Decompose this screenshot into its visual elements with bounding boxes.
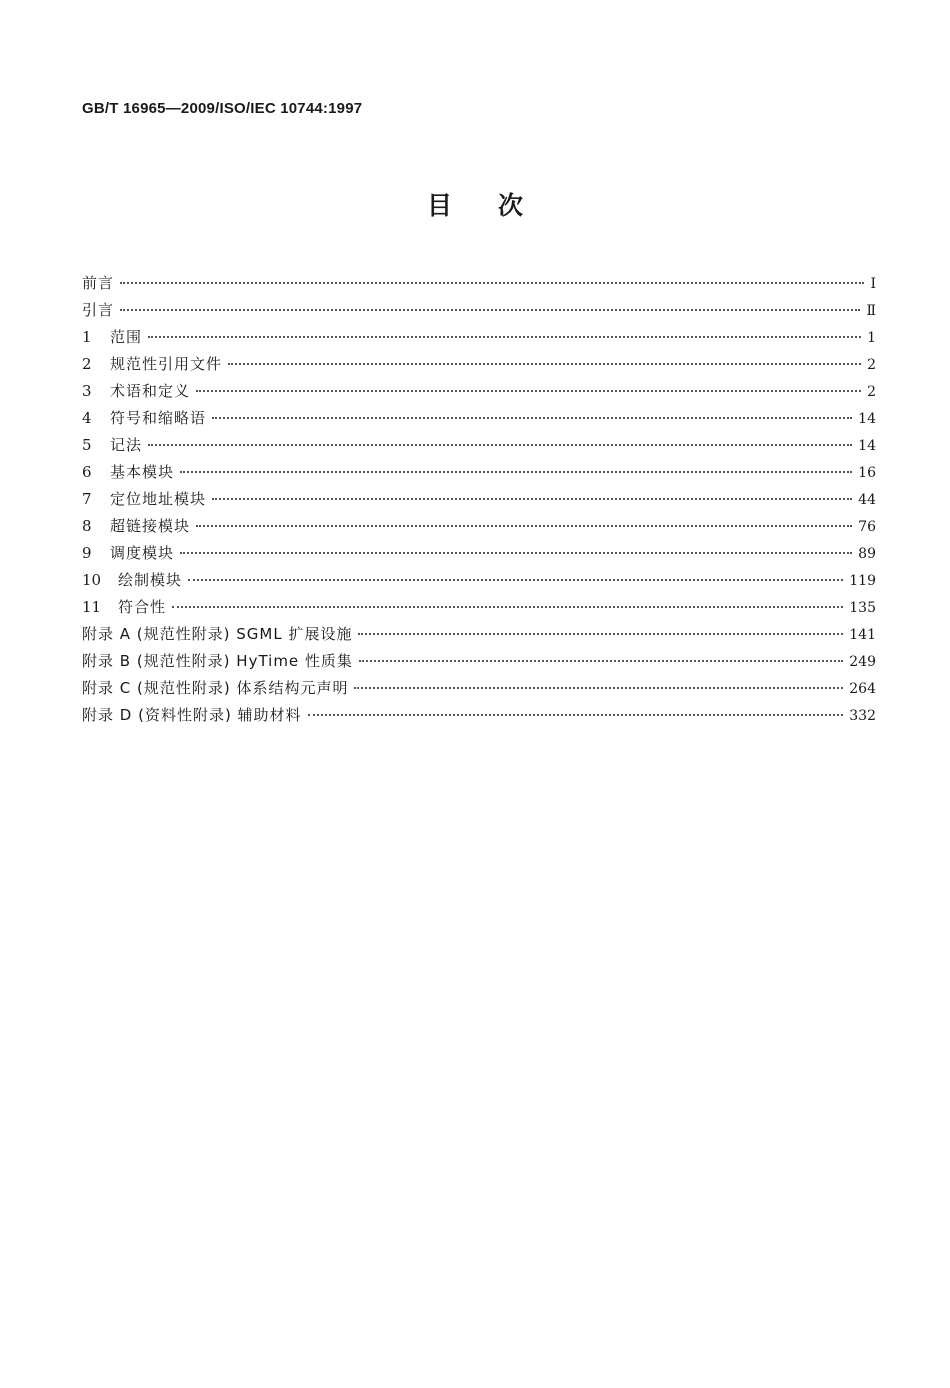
toc-leader-dots (212, 497, 852, 500)
toc-title-char: 次 (498, 191, 524, 220)
toc-entry-page: 16 (858, 465, 876, 481)
toc-entry-label: 规范性引用文件 (110, 355, 223, 373)
toc-entry-page: 332 (849, 708, 876, 724)
toc-entry-page: 14 (858, 411, 876, 427)
toc-entry-page: 14 (858, 438, 876, 454)
toc-entry-section-5[interactable] (82, 432, 876, 459)
toc-leader-dots (120, 281, 864, 284)
toc-leader-dots (358, 632, 843, 635)
toc-entry-page: 89 (858, 546, 876, 562)
toc-leader-dots (354, 686, 843, 689)
toc-entry-label: 定位地址模块 (110, 490, 207, 508)
toc-entry-label: 引言 (82, 301, 115, 319)
toc-leader-dots (212, 416, 852, 419)
toc-leader-dots (148, 443, 852, 446)
toc-entry-page: 1 (867, 330, 876, 346)
toc-entry-annex-a[interactable] (82, 621, 876, 648)
toc-leader-dots (196, 524, 852, 527)
toc-entry-number: 9 (82, 544, 92, 562)
toc-entry-number: 2 (82, 355, 92, 373)
toc-entry-section-4[interactable] (82, 405, 876, 432)
toc-entry-page: 2 (867, 357, 876, 373)
toc-leader-dots (148, 335, 861, 338)
toc-entry-section-1[interactable] (82, 324, 876, 351)
toc-entry-number: 3 (82, 382, 92, 400)
toc-entry-number: 6 (82, 463, 92, 481)
toc-entry-label: 记法 (110, 436, 143, 454)
toc-leader-dots (172, 605, 843, 608)
toc-entry-section-8[interactable] (82, 513, 876, 540)
toc-entry-label: 范围 (110, 328, 143, 346)
toc-leader-dots (308, 713, 844, 716)
toc-entry-label: 前言 (82, 274, 115, 292)
toc-entry-section-11[interactable] (82, 594, 876, 621)
toc-entry-number: 11 (82, 598, 102, 616)
toc-entry-label: 符号和缩略语 (110, 409, 207, 427)
toc-entry-introduction[interactable] (82, 297, 876, 324)
toc-entry-number: 1 (82, 328, 92, 346)
standard-code-header: GB/T 16965—2009/ISO/IEC 10744:1997 (82, 100, 363, 117)
toc-entry-page: Ⅱ (866, 303, 876, 319)
toc-entry-page: 2 (867, 384, 876, 400)
toc-entry-page: 264 (849, 681, 876, 697)
toc-entry-section-10[interactable] (82, 567, 876, 594)
toc-entry-label: 术语和定义 (110, 382, 191, 400)
toc-entry-number: 8 (82, 517, 92, 535)
toc-entry-page: 44 (858, 492, 876, 508)
toc-entry-label: 附录 A (规范性附录) SGML 扩展设施 (82, 625, 353, 643)
toc-entry-label: 调度模块 (110, 544, 175, 562)
toc-entry-annex-c[interactable] (82, 675, 876, 702)
toc-entry-section-2[interactable] (82, 351, 876, 378)
toc-entry-annex-d[interactable] (82, 702, 876, 729)
toc-title (0, 186, 950, 222)
toc-entry-page: Ⅰ (870, 276, 876, 292)
toc-entry-label: 附录 D (资料性附录) 辅助材料 (82, 706, 302, 724)
toc-entry-section-9[interactable] (82, 540, 876, 567)
toc-entry-label: 超链接模块 (110, 517, 191, 535)
toc-title-char: 目 (426, 191, 452, 220)
toc-entry-preface[interactable] (82, 270, 876, 297)
toc-entry-number: 7 (82, 490, 92, 508)
toc-leader-dots (196, 389, 861, 392)
toc-entry-number: 5 (82, 436, 92, 454)
toc-entry-number: 10 (82, 571, 102, 589)
toc-entry-page: 249 (849, 654, 876, 670)
toc-entry-label: 附录 C (规范性附录) 体系结构元声明 (82, 679, 349, 697)
toc-leader-dots (180, 551, 852, 554)
toc-entry-page: 76 (858, 519, 876, 535)
toc-leader-dots (228, 362, 861, 365)
toc-list (82, 270, 876, 729)
toc-entry-section-7[interactable] (82, 486, 876, 513)
toc-entry-section-3[interactable] (82, 378, 876, 405)
toc-entry-page: 119 (849, 573, 876, 589)
toc-leader-dots (188, 578, 843, 581)
toc-entry-label: 附录 B (规范性附录) HyTime 性质集 (82, 652, 353, 670)
toc-entry-section-6[interactable] (82, 459, 876, 486)
toc-entry-page: 135 (849, 600, 876, 616)
toc-leader-dots (359, 659, 843, 662)
toc-entry-annex-b[interactable] (82, 648, 876, 675)
toc-entry-number: 4 (82, 409, 92, 427)
toc-entry-page: 141 (849, 627, 876, 643)
toc-entry-label: 绘制模块 (118, 571, 183, 589)
toc-entry-label: 符合性 (118, 598, 167, 616)
toc-leader-dots (120, 308, 860, 311)
toc-leader-dots (180, 470, 852, 473)
toc-entry-label: 基本模块 (110, 463, 175, 481)
